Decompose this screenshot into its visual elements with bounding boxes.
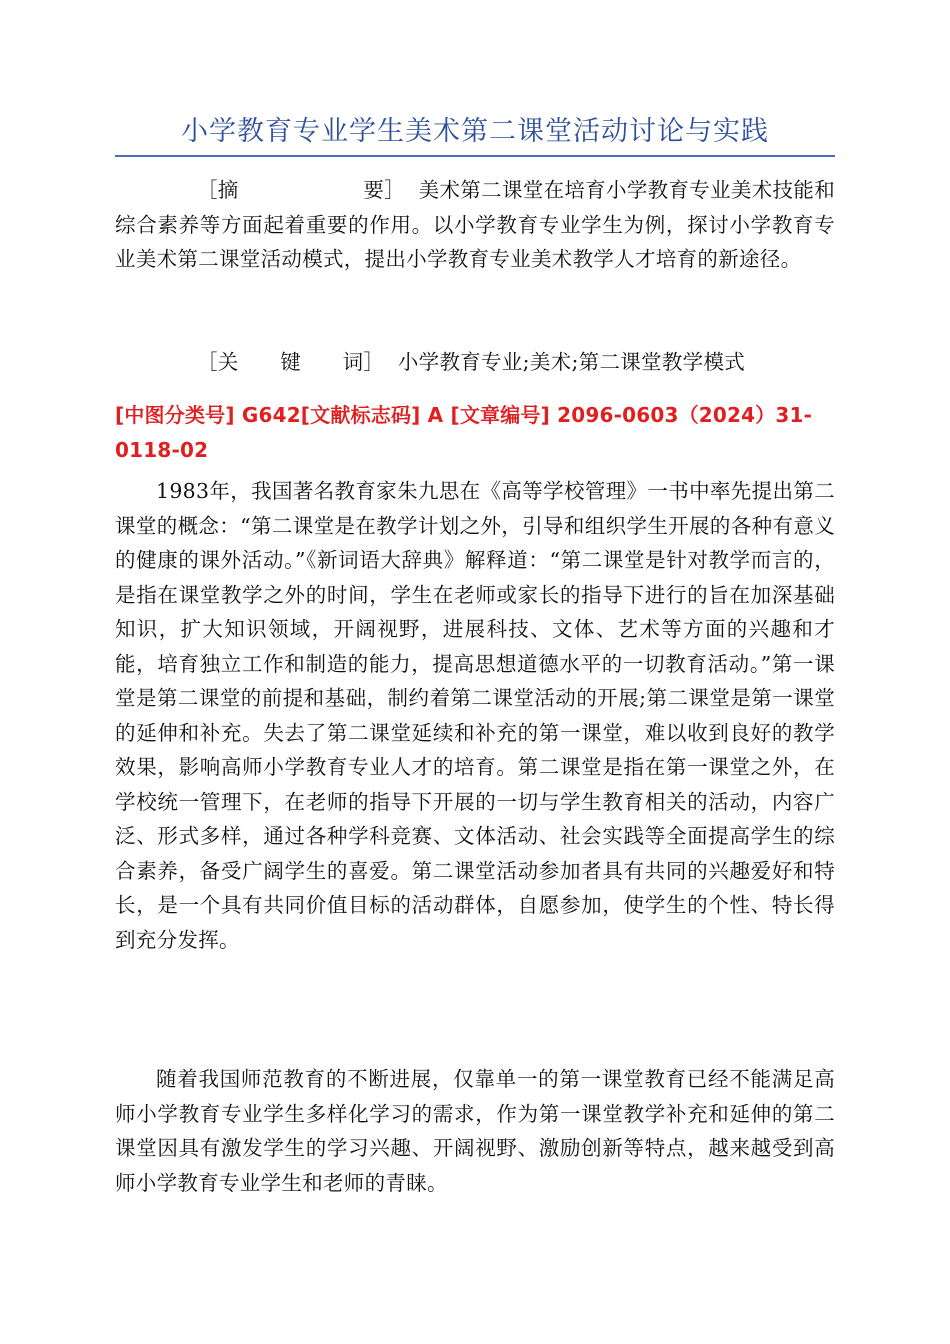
keywords-label: ［关 键 词］ xyxy=(197,350,385,374)
article-title: 小学教育专业学生美术第二课堂活动讨论与实践 xyxy=(181,116,769,147)
abstract-text: 美术第二课堂在培育小学教育专业美术技能和综合素养等方面起着重要的作用。以小学教育专业学生为例，探讨小学教育专业美术第二课堂活动模式，提出小学教育专业美术教学人才培育的新途径。 xyxy=(115,178,835,271)
abstract-block xyxy=(115,173,835,277)
body-paragraph: 随着我国师范教育的不断进展，仅靠单一的第一课堂教育已经不能满足高师小学教育专业学生多样化学习的需求，作为第一课堂教学补充和延伸的第二课堂因具有激发学生的学习兴趣、开阔视野、激励创新等特点，越来越受到高师小学教育专业学生和老师的青睐。 xyxy=(115,1067,835,1195)
body-paragraph-1-block xyxy=(115,474,835,957)
keywords-paragraph xyxy=(115,345,835,380)
abstract-paragraph xyxy=(115,173,835,277)
title-underline xyxy=(115,155,835,157)
keywords-text: 小学教育专业;美术;第二课堂教学模式 xyxy=(397,350,746,374)
abstract-label: ［摘 要］ xyxy=(197,178,405,202)
body-paragraph-2-block xyxy=(115,1062,835,1200)
classification-line: [中图分类号] G642[文献标志码] A [文章编号] 2096-0603（2024）31-0118-02 xyxy=(115,403,813,462)
body-paragraph: 1983年，我国著名教育家朱九思在《高等学校管理》一书中率先提出第二课堂的概念：“第二课堂是在教学计划之外，引导和组织学生开展的各种有意义的健康的课外活动。”《新词语大辞典》解释道：“第二课堂是针对教学而言的，是指在课堂教学之外的时间，学生在老师或家长的指导下进行的旨在加深基础知识，扩大知识领域，开阔视野，进展科技、文体、艺术等方面的兴趣和才能，培育独立工作和制造的能力，提高思想道德水平的一切教育活动。”第一课堂是第二课堂的前提和基础，制约着第二课堂活动的开展;第二课堂是第一课堂的延伸和补充。失去了第二课堂延续和补充的第一课堂，难以收到良好的教学效果，影响高师小学教育专业人才的培育。第二课堂是指在第一课堂之外，在学校统一管理下，在老师的指导下开展的一切与学生教育相关的活动，内容广泛、形式多样，通过各种学科竞赛、文体活动、社会实践等全面提高学生的综合素养，备受广阔学生的喜爱。第二课堂活动参加者具有共同的兴趣爱好和特长，是一个具有共同价值目标的活动群体，自愿参加，使学生的个性、特长得到充分发挥。 xyxy=(115,479,835,952)
keywords-block xyxy=(115,345,835,380)
